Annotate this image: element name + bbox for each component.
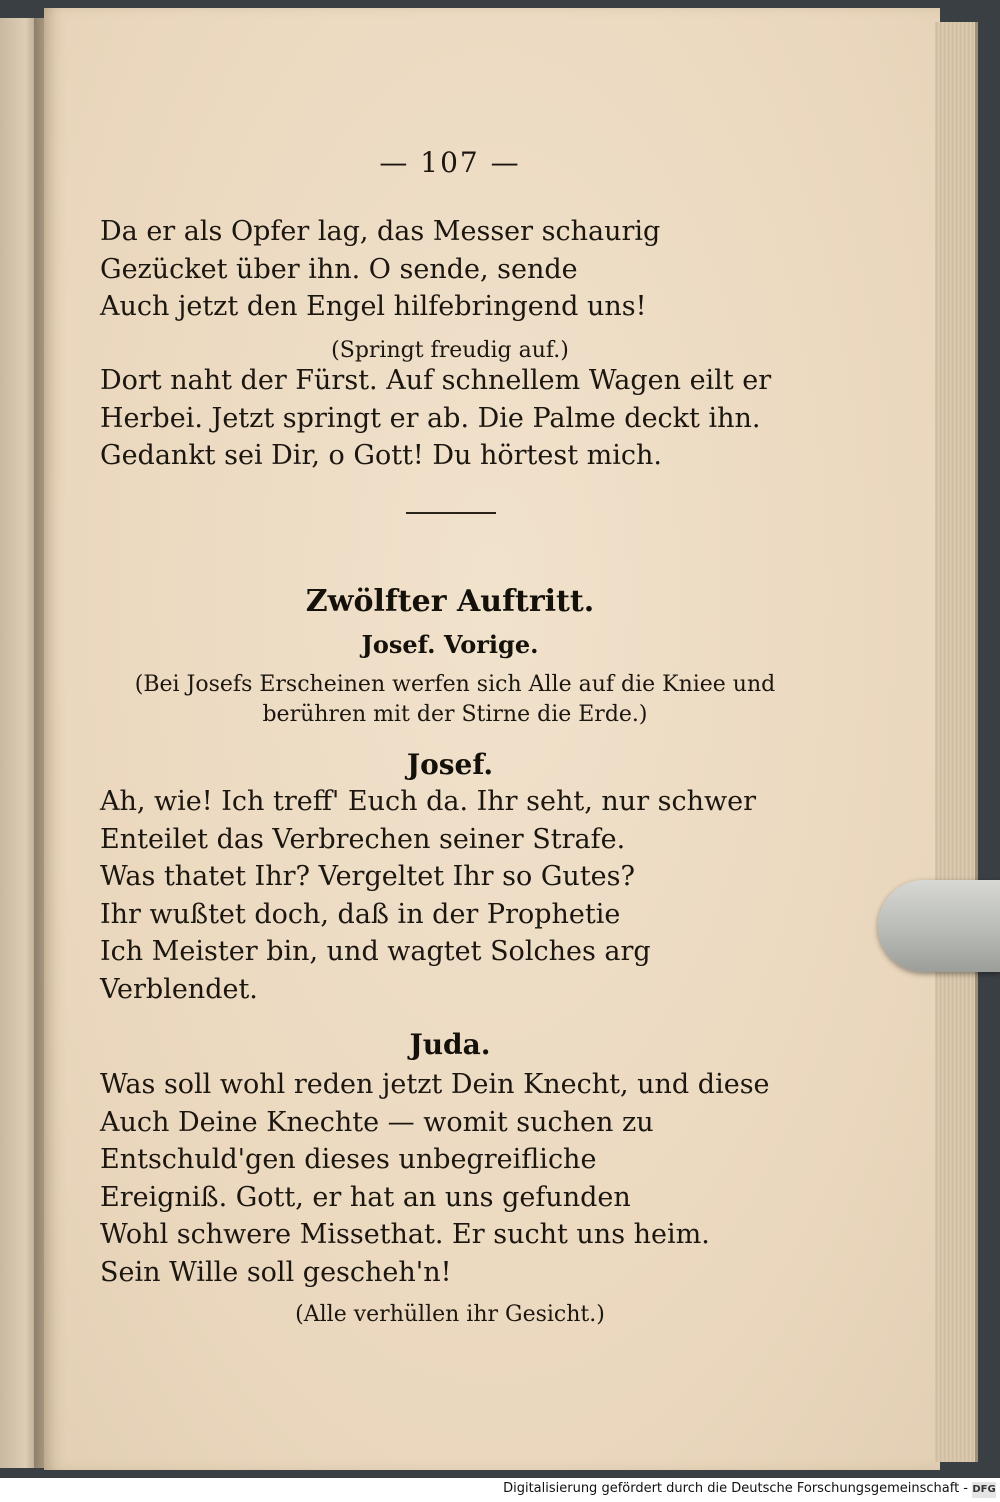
dfg-logo-icon: DFG: [972, 1482, 996, 1498]
stage-direction-3: (Alle verhüllen ihr Gesicht.): [295, 1302, 605, 1327]
verse-line: Auch jetzt den Engel hilfebringend uns!: [100, 291, 647, 322]
verse-line: Ereigniß. Gott, er hat an uns gefunden: [100, 1181, 631, 1213]
verse-line: Enteilet das Verbrechen seiner Strafe.: [100, 823, 626, 855]
page-number: — 107 —: [379, 146, 521, 179]
verse-line: Auch Deine Knechte — womit suchen zu: [100, 1106, 654, 1138]
stage-direction-1: (Springt freudig auf.): [331, 338, 569, 363]
scan-tab-marker: [878, 880, 1000, 972]
verse-line: Ich Meister bin, und wagtet Solches arg: [100, 936, 651, 967]
stage-direction-2: [110, 670, 800, 730]
verse-line: Ihr wußtet doch, daß in der Prophetie: [100, 898, 621, 930]
verse-line: Da er als Opfer lag, das Messer schaurig: [100, 216, 661, 247]
verse-line: Verblendet.: [100, 973, 258, 1005]
verse-line: Gedankt sei Dir, o Gott! Du hörtest mich.: [100, 440, 662, 471]
verse-line: Gezücket über ihn. O sende, sende: [100, 253, 578, 285]
verse-line: Dort naht der Fürst. Auf schnellem Wagen eilt er: [100, 365, 772, 396]
josef-speech: [100, 783, 800, 1008]
speaker-juda: Juda.: [409, 1028, 491, 1061]
stage-line: berühren mit der Stirne die Erde.): [262, 702, 648, 727]
juda-speech: [100, 1066, 800, 1291]
verse-line: Ah, wie! Ich treff' Euch da. Ihr seht, nur schwer: [100, 786, 757, 817]
funding-credit: Digitalisierung gefördert durch die Deutsche Forschungsgemeinschaft -: [503, 1481, 968, 1496]
verse-line: Wohl schwere Missethat. Er sucht uns heim.: [100, 1219, 710, 1250]
scene-title: Zwölfter Auftritt.: [305, 584, 595, 619]
verse-line: Sein Wille soll gescheh'n!: [100, 1256, 452, 1288]
stage-line: (Bei Josefs Erscheinen werfen sich Alle auf die Kniee und: [134, 672, 776, 697]
verse-line: Was soll wohl reden jetzt Dein Knecht, und diese: [100, 1069, 770, 1100]
verse-line: Was thatet Ihr? Vergeltet Ihr so Gutes?: [100, 861, 635, 892]
verse-block-2: [100, 362, 800, 475]
speaker-josef: Josef.: [406, 748, 494, 781]
verse-block-1: [100, 213, 800, 326]
verse-line: Herbei. Jetzt springt er ab. Die Palme deckt ihn.: [100, 402, 761, 434]
section-divider: [406, 512, 496, 514]
verse-line: Entschuld'gen dieses unbegreifliche: [100, 1144, 597, 1175]
scene-characters: Josef. Vorige.: [361, 630, 539, 659]
page-stack-edges: [935, 22, 978, 1462]
